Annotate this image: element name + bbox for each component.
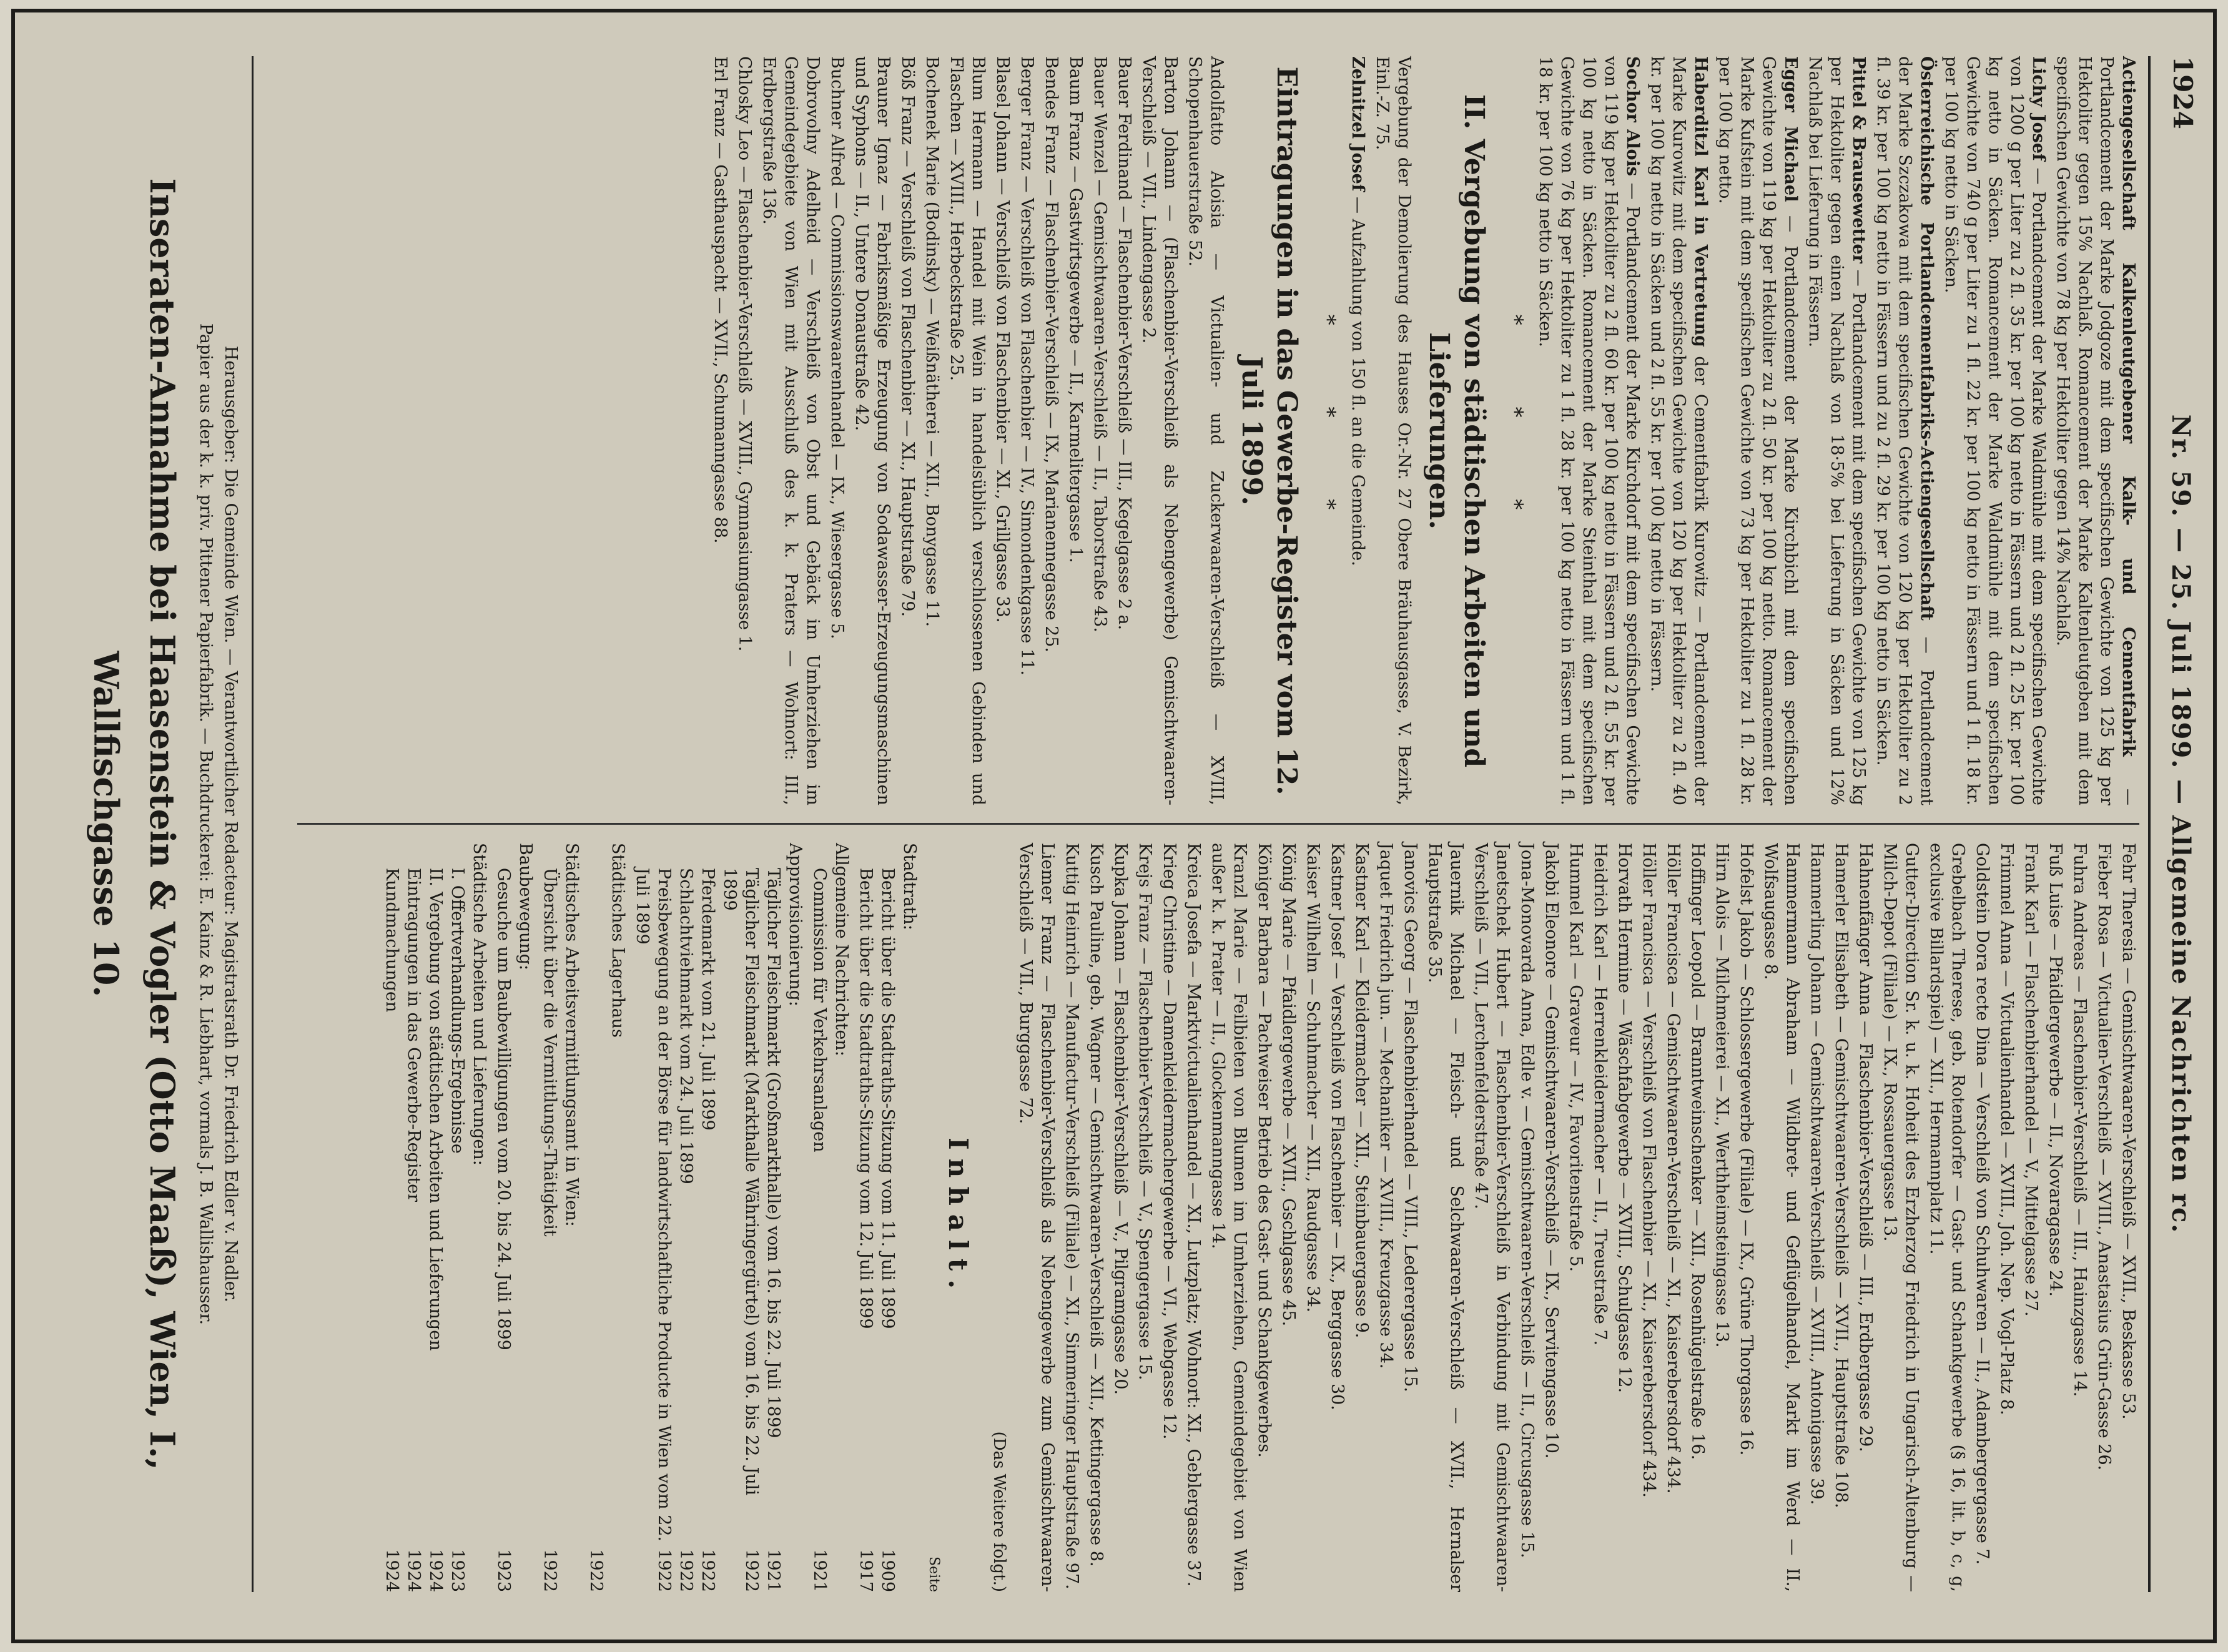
register-entry: Goldstein Dora recte Dina — Verschleiß von Schuhwaren — II., Adambergergasse 7. — [1973, 843, 1992, 1565]
register-entry: König Marie — Pfaidlergewerbe — XVII., Gschlgasse 45. — [1279, 843, 1298, 1327]
offer-name: Pittel & Brausewetter — [1849, 56, 1868, 263]
toc-item-page: 1924 — [382, 1549, 402, 1592]
register-entry: Fehr Theresia — Gemischtwaaren-Verschleiß — XVII., Beskasse 53. — [2119, 843, 2138, 1420]
offer-text: — Portlandcement der Marke Kirchdorf mit dem specifischen Gewichte von 119 kg per Hektoliter zu 2 fl. 60 kr. per 100 kg netto in Fässern und 2 fl. 55 kr. per 100 kg netto in Säcken. Romancement der Marke Steinthal mit dem specifischen Gewichte von 76 kg per Hektoliter zu 1 fl. 28 kr. per 100 kg netto in Fässern und 1 fl. 18 kr. per 100 kg netto in Säcken. — [1535, 56, 1642, 805]
toc-page-column-head: Seite — [926, 1556, 942, 1592]
toc-group-title: Approvisionierung: — [786, 843, 805, 1006]
toc-row — [719, 843, 762, 1592]
offer-text: — Portlandcement der Marke Szczakowa mit dem specifischen Gewichte von 120 kg per Hektoliter zu 2 fl. 39 kr. per 100 kg netto in Fässern und zu 2 fl. 29 kr. per 100 kg netto in Säcken. — [1873, 56, 1936, 805]
toc-title: Inhalt. — [943, 1138, 974, 1297]
offer-entry — [1804, 56, 1870, 805]
scanned-page — [11, 9, 2217, 1643]
register-entry: Kreica Josefa — Marktvictualienhandel — XI., Lutzplatz; Wohnort: XI., Geblergasse 37. — [1184, 843, 1203, 1587]
register-entry: Grebelbach Therese, geb. Rotendorfer — Gast- und Schankgewerbe (§ 16, lit. b, c, g, exclusive Billardspiel) — XII., Hermannplatz 11. — [1926, 843, 1968, 1592]
toc-item-title: Bericht über die Stadtraths-Sitzung vom 11. Juli 1899 — [878, 868, 897, 1329]
toc-row — [631, 843, 675, 1592]
register-entry: Hoffinger Leopold — Branntweinschenker — XII., Rosenhügelstraße 16. — [1688, 843, 1707, 1460]
offer-name: Lichy Josef — [2029, 56, 2048, 161]
register-entry: Baum Franz — Gastwirtsgewerbe — II., Karmelitergasse 1. — [1066, 56, 1085, 563]
toc-group — [381, 843, 490, 1592]
toc-row — [675, 843, 697, 1592]
register-entry: Frimmel Anna — Victualienhandel — XVIII., Joh. Nep. Vogl-Platz 8. — [1997, 843, 2016, 1415]
toc-group — [493, 843, 536, 1592]
toc-group — [809, 843, 852, 1592]
register-list — [709, 56, 1228, 805]
toc-item-title: II. Vergebung von städtischen Arbeiten und Lieferungen — [426, 868, 445, 1351]
toc-item-title: Täglicher Fleischmarkt (Markthalle Währingergürtel) vom 16. bis 22. Juli 1899 — [720, 868, 761, 1496]
toc-group — [539, 843, 583, 1592]
register-entry: Heidrich Karl — Herrenkleidermacher — II., Treustraße 7. — [1590, 843, 1610, 1346]
register-entry: Kaiser Wilhelm — Schuhmacher — XII., Raudgasse 34. — [1303, 843, 1323, 1313]
register-entry: Janetschek Hubert — Flaschenbier-Verschleiß in Verbindung mit Gemischtwaaren-Verschleiß — VII., Lerchenfelderstraße 47. — [1471, 843, 1512, 1592]
register-entry: Chlosky Leo — Flaschenbier-Verschleiß — XVIII., Gymnasiumgasse 1. — [735, 56, 754, 652]
register-entry: Kuttig Heinrich — Manufactur-Verschleiß (Filiale) — XI., Simmeringer Hauptstraße 97. — [1062, 843, 1082, 1590]
register-list-continued — [1015, 843, 2139, 1592]
toc-row — [493, 843, 515, 1592]
toc-item-title: Eintragungen in das Gewerbe-Register — [404, 868, 423, 1202]
toc-item-title — [585, 868, 607, 1542]
page-footer — [78, 56, 254, 1592]
toc-group-title: Stadtrath: — [900, 843, 919, 930]
register-entry: Hammerling Johann — Gemischtwaaren-Verschleiß — XVIII., Antonigasse 39. — [1807, 843, 1826, 1505]
register-entry: Kranzl Marie — Feilbieten von Blumen im Umherziehen, Gemeindegebiet von Wien außer k. k. Prater — II., Glockenmanngasse 14. — [1208, 843, 1250, 1592]
section-heading-vergebung: II. Vergebung von städtischen Arbeiten und Lieferungen. — [1423, 94, 1490, 768]
toc-row — [585, 843, 607, 1592]
register-entry: Blum Hermann — Handel mit Wein in handelsüblich verschlossenen Gebinden und Flaschen — XVIII., Herbeckstraße 25. — [947, 56, 988, 805]
register-entry: Bendes Franz — Flaschenbier-Verschleiß — IX., Marianennegasse 25. — [1042, 56, 1061, 653]
toc-item-title: Preisbewegung an der Börse für landwirtschaftliche Producte in Wien vom 22. Juli 1899 — [633, 868, 674, 1542]
register-entry: Kastner Karl — Kleidermacher — XII., Steinbauergasse 9. — [1352, 843, 1371, 1339]
publisher-line: Herausgeber: Die Gemeinde Wien. — Verantwortlicher Redacteur: Magistratsrath Dr. Friedrich Edler v. Nadler. — [221, 345, 240, 1303]
toc-item-page: 1924 — [426, 1549, 445, 1592]
toc-item-page: 1922 — [742, 1549, 761, 1592]
advertising-line: Inseraten-Annahme bei Haasenstein & Vogler (Otto Maaß), Wien, I., Wallfischgasse 10. — [86, 178, 182, 1470]
toc-group-title: Städtisches Lagerhaus — [608, 843, 628, 1038]
offer-text: der Cementfabrik Kurowitz — Portlandcement der Marke Kurowitz mit dem specifischen Gewichte von 120 kg per Hektoliter zu 2 fl. 40 kr. per 100 kg netto in Säcken und 2 fl. 55 kr. per 100 kg netto in Fässern. — [1647, 56, 1710, 805]
toc-row — [762, 843, 784, 1592]
register-entry: Barton Johann — (Flaschenbier-Verschleiß als Nebengewerbe) Gemischtwaaren-Verschleiß — VII., Lindengasse 2. — [1139, 56, 1180, 805]
toc-row — [809, 843, 831, 1592]
toc-group — [631, 843, 806, 1592]
register-entry: Hahnenfänger Anna — Flaschenbier-Verschleiß — III., Erdbergasse 29. — [1856, 843, 1875, 1452]
register-entry: Jauernik Michael — Fleisch- und Selchwaaren-Verschleiß — XVII., Hernalser Hauptstraße 35. — [1425, 843, 1466, 1592]
offer-entry — [1714, 56, 1802, 805]
toc-item-page: 1922 — [586, 1549, 606, 1592]
register-entry: Hirn Alois — Milchmeierei — XI., Werthheimsteingasse 13. — [1712, 843, 1732, 1348]
register-entry: Hamerler Elisabeth — Gemischtwaaren-Verschleiß — XVII., Hauptstraße 108. — [1831, 843, 1851, 1508]
toc-group-title: Baubewegung: — [516, 843, 535, 971]
offer-name: Sochor Alois — [1623, 56, 1642, 177]
register-entry: Fuhra Andreas — Flaschenbier-Verschleiß — III., Hainzgasse 14. — [2070, 843, 2089, 1397]
register-entry: Höller Francisca — Gemischtwaaren-Verschleiß — XI., Kaiserebersdorf 434. — [1664, 843, 1683, 1494]
left-column — [707, 56, 2139, 805]
register-entry: Horvath Hermine — Wäschfabgewerbe — XVIII., Schulgasse 12. — [1615, 843, 1634, 1394]
toc-item-title: Täglicher Fleischmarkt (Großmarkthalle) vom 16. bis 22. Juli 1899 — [764, 868, 783, 1438]
offer-text: — Portlandcement der Marke Waldmühle mit dem specifischen Gewichte von 1200 g per Liter zu 2 fl. 35 kr. per 100 kg netto in Fässern und 2 fl. 25 kr. per 100 kg netto in Säcken. Romancement der Marke Waldmühle mit dem specifischen Gewichte von 740 g per Liter zu 1 fl. 22 kr. per 100 kg netto in Fässern und 1 fl. 18 kr. per 100 kg netto in Säcken. — [1941, 56, 2048, 805]
toc-item-page: 1921 — [764, 1549, 783, 1592]
offer-entry — [1940, 56, 2049, 805]
register-entry: Krejs Franz — Flaschenbier-Verschleiß — V., Spengergasse 15. — [1135, 843, 1155, 1380]
register-entry: Bauer Ferdinand — Flaschenbier-Verschleiß — III., Kegelgasse 2 a. — [1115, 56, 1134, 631]
register-entry: Jaquet Friedrich jun. — Mechaniker — XVIII., Kreuzgasse 34. — [1376, 843, 1396, 1369]
register-entry: Kusch Pauline, geb. Wagner — Gemischtwaaren-Verschleiß — XII., Kettingergasse 8. — [1087, 843, 1106, 1567]
register-entry: Krieg Christine — Damenkleidermachergewerbe — VI., Webgasse 12. — [1160, 843, 1179, 1440]
vergebung-description: Vergebung der Demolierung des Hauses Or.-Nr. 27 Obere Bräuhausgasse, V. Bezirk, Einl.-Z. 75. — [1373, 56, 1414, 805]
toc-item-page: 1922 — [676, 1549, 696, 1592]
toc-item-page: 1922 — [540, 1549, 559, 1592]
offer-text: — Portlandcement der Marke Jodgoze mit dem specifischen Gewichte von 125 kg per Hektoliter gegen 15% Nachlaß. Romancement der Marke Kaltenleutgeben mit dem specifischen Gewichte von 78 kg per Hektoliter gegen 14% Nachlaß. — [2053, 56, 2138, 805]
register-entry: Dobrovolny Adelheid — Verschleiß von Obst und Gebäck im Umherziehen im Gemeindegebiete von Wien mit Ausschluß des k. k. Praters — Wohnort: III., Erdbergstraße 136. — [759, 56, 822, 805]
column-divider — [297, 823, 2139, 825]
register-entry: Buchner Alfred — Commissionswaarenhandel — IX., Wiesergasse 5. — [827, 56, 847, 639]
offer-entry — [1534, 56, 1644, 805]
toc-item-title: I. Offertverhandlungs-Ergebnisse — [448, 868, 467, 1154]
toc-row — [425, 843, 446, 1592]
offer-text: — Portlandcement mit dem specifischen Gewichte von 125 kg per Hektoliter gegen einen Nachlaß von 18·5% bei Lieferung in Säcken und 12% Nachlaß bei Lieferung in Fässern. — [1805, 56, 1868, 805]
toc-item-title: Commission für Verkehrsanlagen — [810, 868, 829, 1153]
register-entry: Hofelst Jakob — Schlossergewerbe (Filiale) — IX., Grüne Thorgasse 16. — [1737, 843, 1756, 1456]
toc-item-page: 1923 — [448, 1549, 467, 1592]
toc-row — [877, 843, 899, 1592]
entry-name: Zelnitzel Josef — [1348, 56, 1368, 192]
toc-row — [539, 843, 561, 1592]
page-header — [2148, 56, 2207, 1592]
register-entry: Brauner Ignaz — Fabriksmäßige Erzeugung von Sodawasser-Erzeugungsmaschinen und Syphons — II., Untere Donaustraße 42. — [852, 56, 893, 805]
toc-row — [446, 843, 468, 1592]
offer-text: — Portlandcement der Marke Kirchbichl mit dem specifischen Gewichte von 119 kg per Hektoliter zu 2 fl. 50 kr. per 100 kg netto. Romancement der Marke Kufstein mit dem specifischen Gewichte von 73 kg per Hektoliter zu 1 fl. 28 kr. per 100 kg netto. — [1715, 56, 1800, 805]
toc-row — [855, 843, 877, 1592]
toc-item-page: 1917 — [856, 1549, 875, 1592]
toc-group — [585, 843, 629, 1592]
register-entry: Höller Francisca — Verschleiß von Flaschenbier — XI., Kaiserebersdorf 434. — [1639, 843, 1659, 1498]
register-entry: Erl Franz — Gasthauspacht — XVII., Schumanngasse 88. — [711, 56, 730, 544]
toc-item-title: Pferdemarkt vom 21. Juli 1899 — [698, 868, 717, 1131]
page-number: 1924 — [2167, 56, 2198, 129]
register-entry: Kupka Johann — Flaschenbier-Verschleiß — V., Pilgramgasse 20. — [1111, 843, 1130, 1395]
register-entry: Kastner Josef — Verschleiß von Flaschenbier — IX., Berggasse 30. — [1328, 843, 1347, 1410]
offer-entry — [1646, 56, 1712, 805]
toc-group-title: Allgemeine Nachrichten: — [832, 843, 851, 1056]
toc-item-title: Bericht über die Stadtraths-Sitzung vom 12. Juli 1899 — [856, 868, 875, 1329]
section-heading-gewerbe-register: Eintragungen in das Gewerbe-Register vom 12. Juli 1899. — [1236, 66, 1303, 795]
toc-group — [855, 843, 920, 1592]
toc-item-page: 1909 — [878, 1549, 897, 1592]
register-entry: Bochenek Marie (Bodinsky) — Weißnätherei — XII., Bonygasse 11. — [922, 56, 942, 627]
toc-item-page: 1922 — [654, 1549, 674, 1592]
printer-line: Papier aus der k. k. priv. Pittener Papierfabrik. — Buchdruckerei: E. Kainz & R. Liebhart, vormals J. B. Wallishausser. — [196, 323, 215, 1325]
continued-note: (Das Weitere folgt.) — [990, 1431, 1008, 1592]
toc-group-title: Städtisches Arbeitsvermittlungsamt in Wien: — [562, 843, 581, 1227]
register-entry: Janovics Georg — Flaschenbierhandel — VIII., Lederergasse 15. — [1401, 843, 1420, 1392]
register-entry: Gutter-Direction Sr. k. u. k. Hoheit des Erzherzog Friedrich in Ungarisch-Altenburg — Milch-Depot (Filiale) — IX., Rossauergasse 13. — [1880, 843, 1921, 1592]
register-entry: Fieber Rosa — Victualien-Verschleiß — XVIII., Anastasius Grün-Gasse 26. — [2094, 843, 2114, 1471]
register-entry: Böß Franz — Verschleiß von Flaschenbier — XI., Hauptstraße 79. — [898, 56, 917, 617]
issue-title: Nr. 59. — 25. Juli 1899. — Allgemeine Nachrichten rc. — [2166, 414, 2196, 1234]
toc-item-title: Kundmachungen — [382, 868, 402, 1013]
register-entry: Jakobi Eleonore — Gemischtwaaren-Verschleiß — IX., Servitengasse 10. — [1542, 843, 1561, 1459]
offer-name: Haberditzl Karl in Vertretung — [1691, 56, 1710, 347]
section-separator: * * * — [1502, 314, 1527, 548]
register-entry: Königer Barbara — Pachweiser Betrieb des Gast- und Schankgewerbes. — [1254, 843, 1274, 1458]
offer-name: Egger Michael — [1781, 56, 1800, 202]
register-entry: Andolfatto Aloisia — Victualien- und Zuckerwaaren-Verschleiß — XVIII, Schopenhauerstraße 52. — [1185, 56, 1226, 805]
offer-name: Österreichische Portlandcementfabriks-Actiengesellschaft — [1917, 56, 1936, 621]
offer-entry — [2052, 56, 2139, 805]
register-entry: Blasel Johann — Verschleiß von Flaschenbier — XI., Grillgasse 33. — [993, 56, 1012, 623]
toc-item-page: 1924 — [404, 1549, 423, 1592]
toc-row — [381, 843, 403, 1592]
toc-row — [697, 843, 719, 1592]
toc-item-page: 1922 — [698, 1549, 717, 1592]
register-entry: Hummel Karl — Graveur — IV., Favoritenstraße 5. — [1566, 843, 1585, 1272]
table-of-contents — [381, 843, 920, 1592]
register-entry: Fuß Luise — Pfaidlergewerbe — II., Novaragasse 24. — [2046, 843, 2065, 1297]
offer-name: Actiengesellschaft Kalkenleutgebener Kalk- und Cementfabrik — [2119, 56, 2138, 757]
register-entry: Jona-Monovarda Anna, Edle v. — Gemischtwaaren-Verschleiß — II., Circusgasse 15. — [1517, 843, 1537, 1558]
newspaper-page — [35, 12, 2221, 1636]
register-entry: Berger Franz — Verschleiß von Flaschenbier — IV., Simondenkgasse 11. — [1017, 56, 1037, 676]
toc-row — [403, 843, 425, 1592]
toc-group-title: Städtische Arbeiten und Lieferungen: — [470, 843, 489, 1166]
offer-entry — [1872, 56, 1938, 805]
register-entry: Hammermann Abraham — Wildbret- und Geflügelhandel, Markt im Werd — II., Wolfsaugasse 8. — [1761, 843, 1802, 1592]
toc-item-title: Schlachtviehmarkt vom 24. Juli 1899 — [676, 868, 696, 1184]
section-separator: * * * — [1315, 314, 1340, 548]
cement-offers-list — [1534, 56, 2139, 805]
register-entry: Bauer Wenzel — Gemischtwaaren-Verschleiß — II., Taborstraße 43. — [1090, 56, 1110, 632]
register-entry: Liemer Franz — Flaschenbier-Verschleiß als Nebengewerbe zum Gemischtwaaren-Verschleiß — VII., Burggasse 72. — [1016, 843, 1057, 1592]
toc-item-title: Gesuche um Baubewilligungen vom 20. bis 24. Juli 1899 — [494, 868, 513, 1350]
toc-item-title: Übersicht über die Vermittlungs-Thätigkeit — [540, 868, 559, 1237]
vergebung-entry — [1347, 56, 1369, 805]
right-column — [381, 843, 2139, 1592]
entry-text: — Aufzahlung von 150 fl. an die Gemeinde. — [1348, 197, 1368, 566]
toc-item-page: 1921 — [810, 1549, 829, 1592]
register-entry: Frank Karl — Flaschenbierhandel — V., Mittelgasse 27. — [2021, 843, 2041, 1317]
toc-item-page: 1923 — [494, 1549, 513, 1592]
